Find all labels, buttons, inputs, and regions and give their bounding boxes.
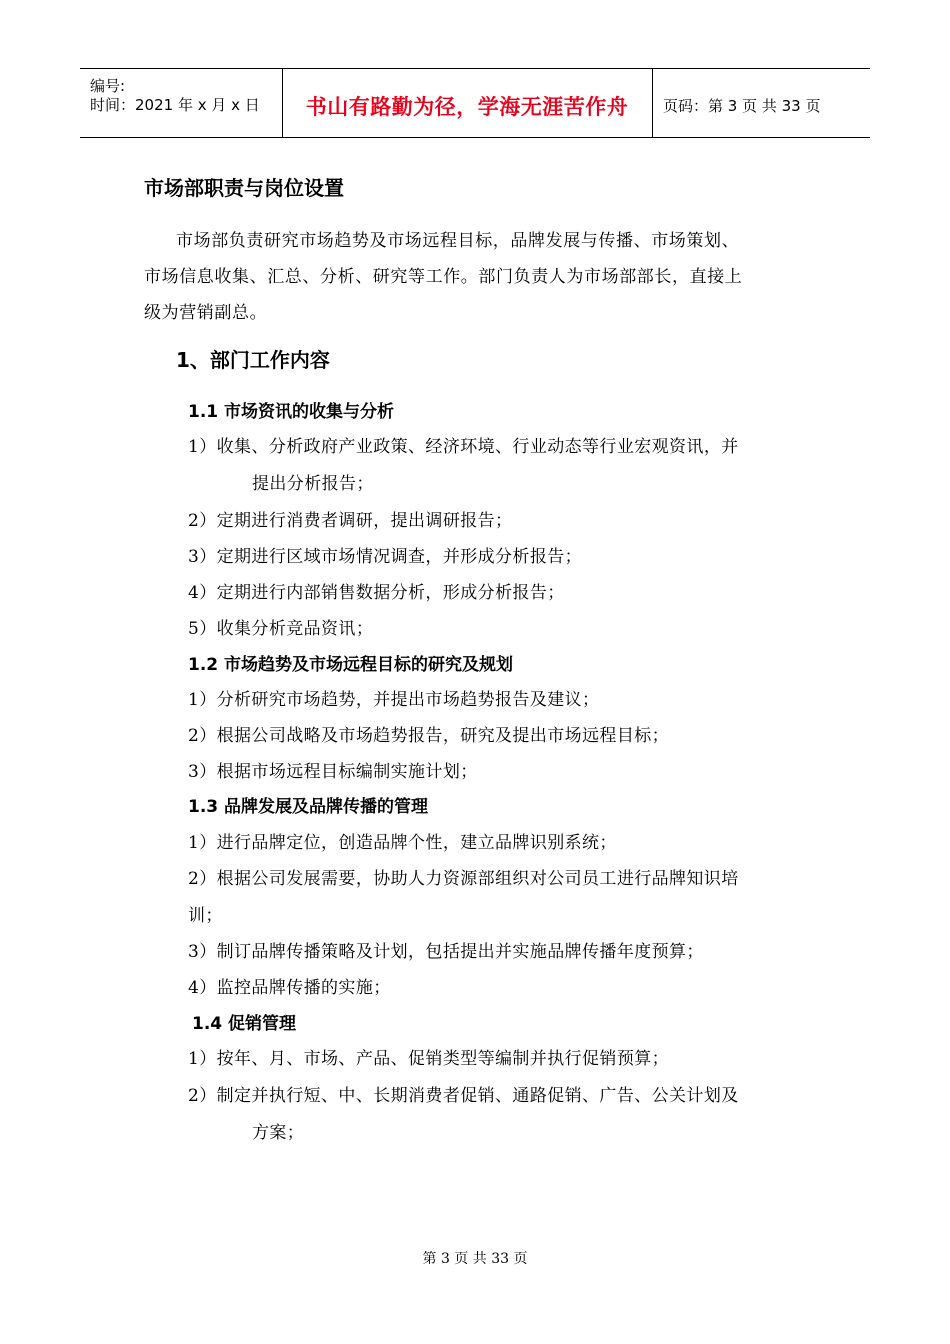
subsection-heading: 1.4 促销管理 <box>192 1014 297 1034</box>
document-code-label: 编号: <box>90 77 126 95</box>
list-item-continuation: 训； <box>188 906 223 926</box>
list-item: 2）制定并执行短、中、长期消费者促销、通路促销、广告、公关计划及 <box>188 1086 739 1106</box>
list-item: 4）定期进行内部销售数据分析，形成分析报告； <box>188 583 565 603</box>
list-item: 2）根据公司发展需要，协助人力资源部组织对公司员工进行品牌知识培 <box>188 869 739 889</box>
page-footer: 第 3 页 共 33 页 <box>422 1251 528 1267</box>
header-motto-cell <box>282 69 653 137</box>
intro-line: 级为营销副总。 <box>144 303 268 323</box>
header-motto: 书山有路勤为径，学海无涯苦作舟 <box>305 95 629 119</box>
list-item: 2）定期进行消费者调研，提出调研报告； <box>188 511 513 531</box>
list-item: 4）监控品牌传播的实施； <box>188 978 391 998</box>
section-heading: 1、部门工作内容 <box>176 348 330 372</box>
header-page-cell <box>653 69 870 137</box>
list-item: 1）按年、月、市场、产品、促销类型等编制并执行促销预算； <box>188 1049 670 1069</box>
list-item-continuation: 方案； <box>252 1123 305 1143</box>
list-item: 5）收集分析竞品资讯； <box>188 619 374 639</box>
subsection-heading: 1.1 市场资讯的收集与分析 <box>188 402 395 422</box>
list-item-continuation: 提出分析报告； <box>252 474 374 494</box>
header-page-number: 页码：第 3 页 共 33 页 <box>663 97 821 115</box>
header-meta-cell <box>80 69 283 137</box>
subsection-heading: 1.3 品牌发展及品牌传播的管理 <box>188 797 429 817</box>
page-header <box>80 68 870 138</box>
list-item: 3）制订品牌传播策略及计划，包括提出并实施品牌传播年度预算； <box>188 942 704 962</box>
document-title: 市场部职责与岗位设置 <box>144 176 344 200</box>
list-item: 1）收集、分析政府产业政策、经济环境、行业动态等行业宏观资讯，并 <box>188 437 739 457</box>
intro-line: 市场信息收集、汇总、分析、研究等工作。部门负责人为市场部部长，直接上 <box>144 267 743 287</box>
list-item: 3）根据市场远程目标编制实施计划； <box>188 762 478 782</box>
subsection-heading: 1.2 市场趋势及市场远程目标的研究及规划 <box>188 655 514 675</box>
intro-line: 市场部负责研究市场趋势及市场远程目标，品牌发展与传播、市场策划、 <box>176 231 740 251</box>
list-item: 3）定期进行区域市场情况调查，并形成分析报告； <box>188 547 583 567</box>
list-item: 1）分析研究市场趋势，并提出市场趋势报告及建议； <box>188 690 600 710</box>
document-date-label: 时间：2021 年 x 月 x 日 <box>90 96 260 114</box>
list-item: 2）根据公司战略及市场趋势报告，研究及提出市场远程目标； <box>188 726 670 746</box>
list-item: 1）进行品牌定位，创造品牌个性，建立品牌识别系统； <box>188 833 617 853</box>
